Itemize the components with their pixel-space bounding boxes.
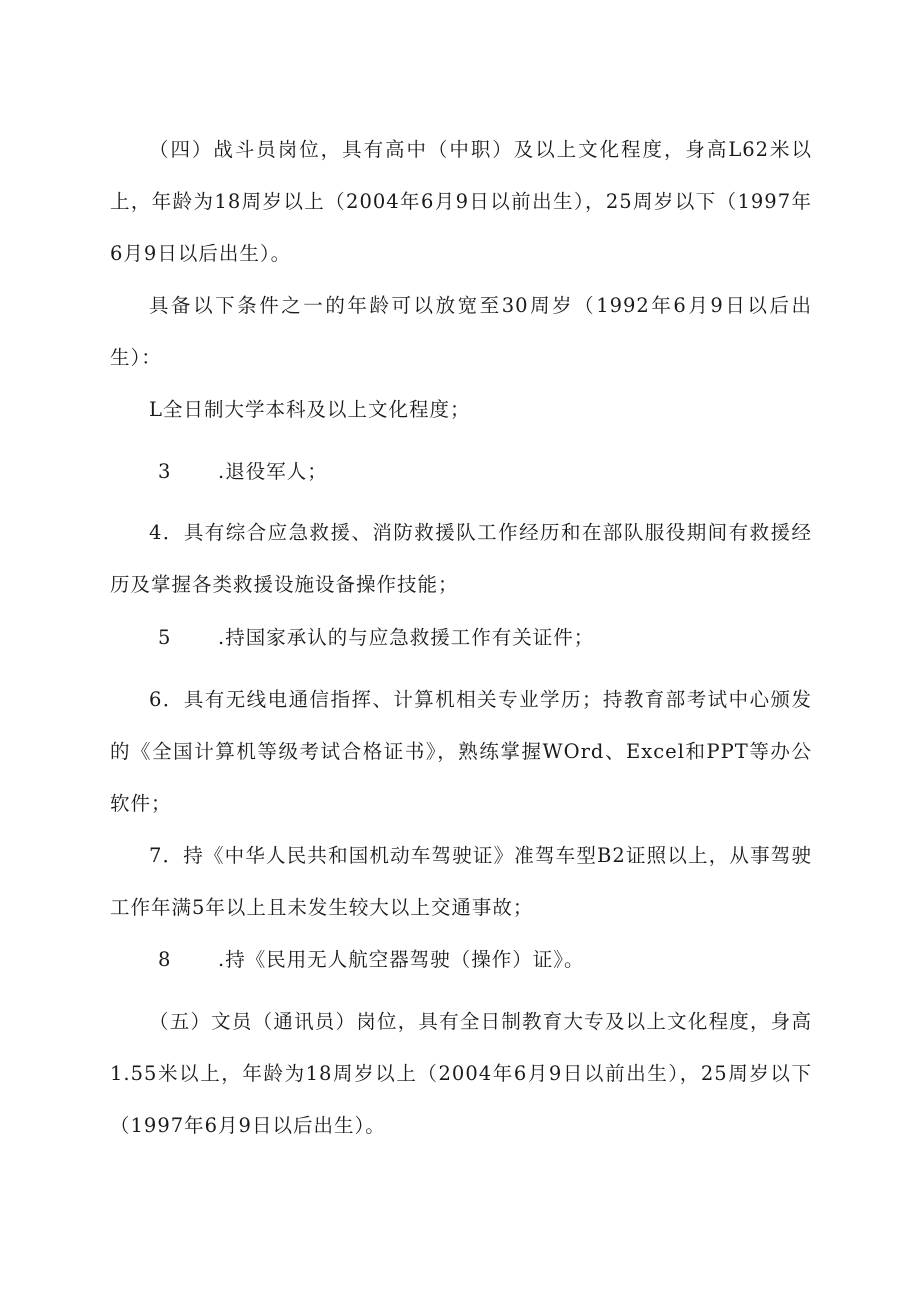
list-item-3-text: .退役军人； [218,460,328,483]
list-item-6: 6．具有无线电通信指挥、计算机相关专业学历；持教育部考试中心颁发的《全国计算机等级考试合格证书》，熟练掌握WOrd、Excel和PPT等办公软件； [110,688,812,815]
list-item-8-text: .持《民用无人航空器驾驶（操作）证》。 [218,948,585,971]
paragraph-clerk-position: （五）文员（通讯员）岗位，具有全日制教育大专及以上文化程度，身高1.55米以上，年龄为18周岁以上（2004年6月9日以前出生），25周岁以下（1997年6月9日以后出生）。 [110,1010,812,1137]
list-item-5-number: 5 [158,626,172,649]
list-item-4: 4．具有综合应急救援、消防救援队工作经历和在部队服役期间有救援经历及掌握各类救援设施设备操作技能； [110,521,812,596]
list-item-5-text: .持国家承认的与应急救援工作有关证件； [218,626,595,649]
list-item-5 [158,612,594,664]
list-item-3-number: 3 [158,460,172,483]
list-item-7: 7．持《中华人民共和国机动车驾驶证》准驾车型B2证照以上，从事驾驶工作年满5年以上且未发生较大以上交通事故； [110,844,812,919]
list-item-8 [158,934,584,986]
paragraph-age-relaxation: 具备以下条件之一的年龄可以放宽至30周岁（1992年6月9日以后出生）： [110,294,812,369]
list-item-3 [158,446,328,498]
list-item-1: L全日制大学本科及以上文化程度； [149,398,471,421]
list-item-8-number: 8 [158,948,172,971]
paragraph-combatant-position: （四）战斗员岗位，具有高中（中职）及以上文化程度，身高L62米以上，年龄为18周岁以上（2004年6月9日以前出生），25周岁以下（1997年6月9日以后出生）。 [110,138,812,265]
